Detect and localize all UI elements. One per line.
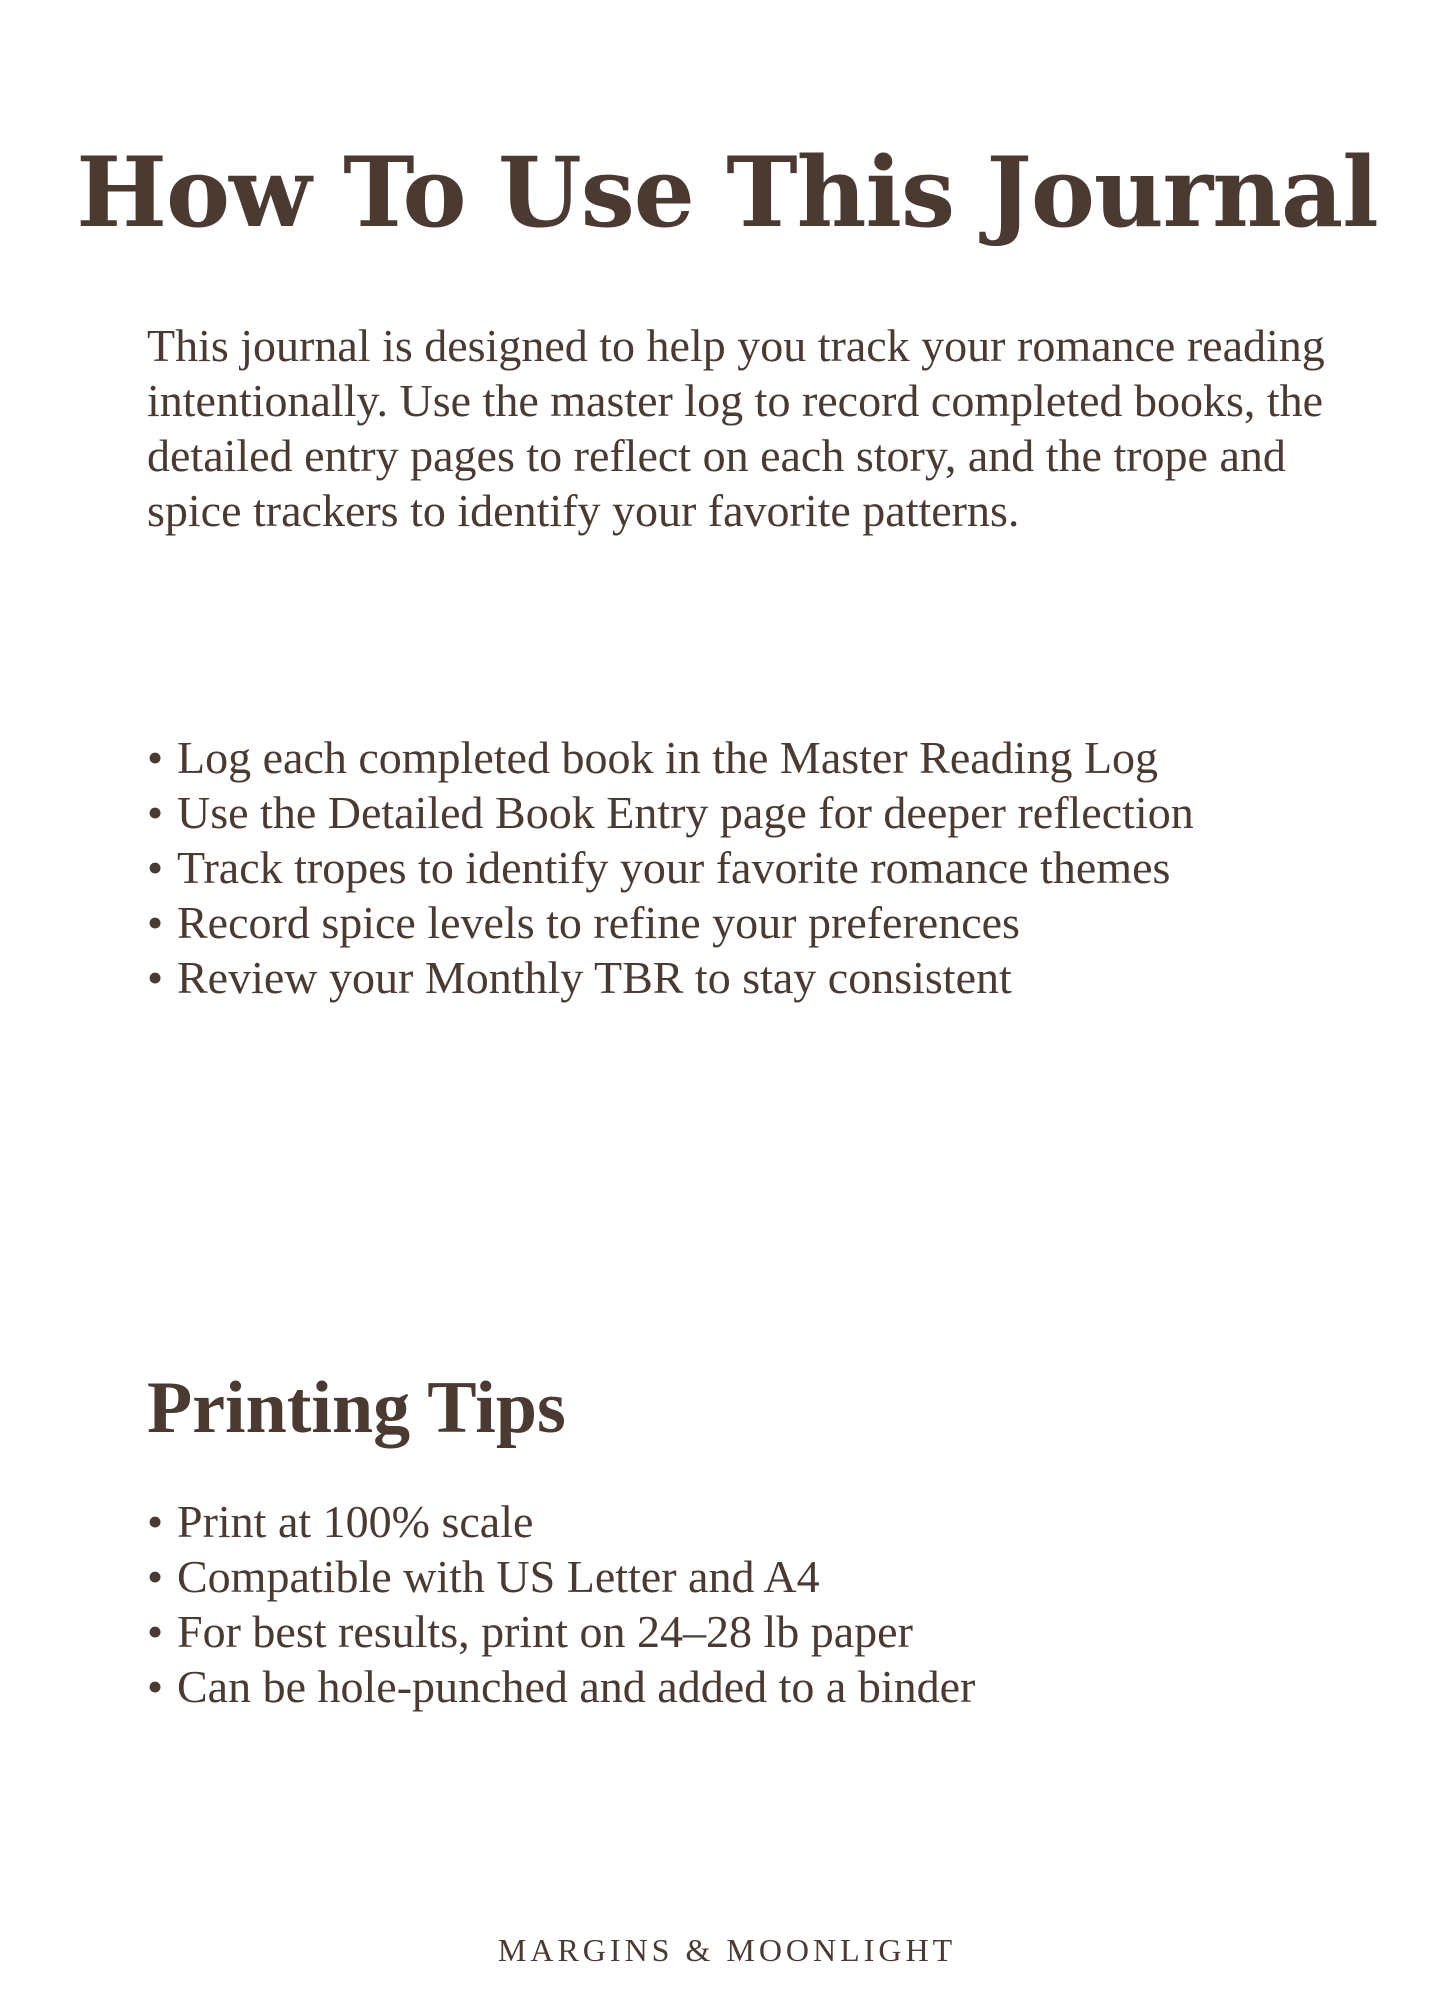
list-item-text: Use the Detailed Book Entry page for deeper reflection <box>177 787 1194 838</box>
list-item-text: Review your Monthly TBR to stay consistent <box>177 952 1012 1003</box>
bullet-icon: • <box>147 1551 164 1602</box>
intro-paragraph: This journal is designed to help you track your romance reading intentionally. Use the master log to record completed books, the detailed entry pages to reflect on each story, and the trope and spice trackers to identify your favorite patterns. <box>147 320 1325 536</box>
list-item <box>147 1659 1347 1714</box>
bullet-icon: • <box>147 897 164 948</box>
bullet-icon: • <box>147 952 164 1003</box>
bullet-icon: • <box>147 1661 164 1712</box>
bullet-icon: • <box>147 1606 164 1657</box>
list-item-text: For best results, print on 24–28 lb paper <box>177 1606 913 1657</box>
brand-footer: MARGINS & MOONLIGHT <box>497 1932 957 1968</box>
list-item-text: Print at 100% scale <box>177 1496 534 1547</box>
list-item-text: Record spice levels to refine your preferences <box>177 897 1020 948</box>
bullet-icon: • <box>147 842 164 893</box>
list-item-text: Track tropes to identify your favorite romance themes <box>177 842 1171 893</box>
bullet-icon: • <box>147 732 164 783</box>
page-title: How To Use This Journal <box>76 136 1378 249</box>
printing-tips-list <box>147 1494 1347 1714</box>
list-item <box>147 1494 1347 1549</box>
bullet-icon: • <box>147 1496 164 1547</box>
list-item <box>147 895 1347 950</box>
list-item <box>147 840 1347 895</box>
list-item <box>147 1604 1347 1659</box>
printing-tips-heading: Printing Tips <box>147 1367 566 1449</box>
list-item <box>147 950 1347 1005</box>
usage-tips-list <box>147 730 1347 1005</box>
list-item <box>147 785 1347 840</box>
list-item-text: Can be hole-punched and added to a binder <box>177 1661 976 1712</box>
bullet-icon: • <box>147 787 164 838</box>
list-item <box>147 1549 1347 1604</box>
list-item-text: Log each completed book in the Master Reading Log <box>177 732 1159 783</box>
list-item <box>147 730 1347 785</box>
list-item-text: Compatible with US Letter and A4 <box>177 1551 820 1602</box>
